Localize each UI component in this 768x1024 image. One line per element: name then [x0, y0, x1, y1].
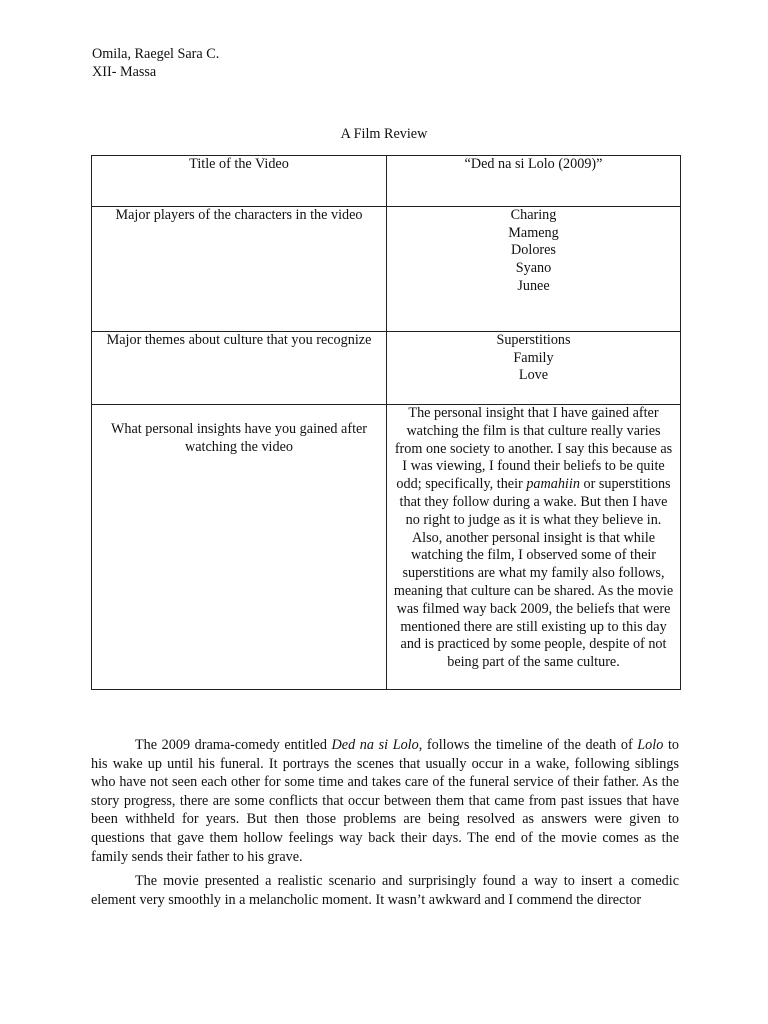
insight-text: The personal insight that I have gained after watching the film is that culture really varies from one society to another. I say this because as I was viewing, I found their beliefs to be quite odd; specifically, their — [394, 405, 673, 493]
character-name: Mameng — [508, 224, 559, 241]
paragraph-text: The 2009 drama-comedy entitled — [135, 737, 332, 753]
document-title: A Film Review — [340, 126, 428, 142]
question-cell: What personal insights have you gained after watching the video — [92, 405, 387, 690]
theme-item: Family — [513, 349, 554, 366]
paragraph-text: to his wake up until his funeral. It portrays the scenes that usually occur in a wake, following siblings who have not seen each other for some time and takes care of the funeral service of their father. As the story progress, there are some conflicts that occur between them that came from past issues that have been withheld for years. But then those problems are being resolved as answers were given to questions that gave them hollow feelings way back their days. The end of the movie comes as the family sends their father to his grave. — [91, 737, 679, 865]
author-section: XII- Massa — [92, 63, 157, 80]
character-name: Junee — [517, 277, 550, 294]
paragraph — [91, 736, 679, 866]
paragraph: The movie presented a realistic scenario and surprisingly found a way to insert a comedic element very smoothly in a melancholic moment. It wasn’t awkward and I commend the director — [91, 873, 679, 908]
author-name: Omila, Raegel Sara C. — [92, 46, 220, 62]
theme-item: Superstitions — [496, 332, 571, 348]
essay-body — [91, 736, 679, 915]
answer-cell: “Ded na si Lolo (2009)” — [387, 156, 681, 207]
table-row — [92, 156, 681, 207]
insight-italic-term: pamahiin — [526, 476, 580, 493]
insight-text: or superstitions that they follow during a wake. But then I have no right to judge as it is what they believe in. Also, another personal insight is that while watching the film, I observed some of their superstitions are what my family also follows, meaning that culture can be shared. As the movie was filmed way back 2009, the beliefs that were mentioned there are still existing up to this day and is practiced by some people, despite of not being part of the same culture. — [393, 476, 674, 671]
character-name: Charing — [510, 207, 557, 223]
answer-cell — [387, 405, 681, 690]
film-title: Ded na si Lolo — [331, 737, 419, 753]
question-cell: Major themes about culture that you recognize — [92, 332, 387, 405]
review-table — [91, 155, 681, 690]
theme-item: Love — [518, 367, 549, 384]
italic-term: Lolo — [637, 737, 664, 753]
character-name: Dolores — [511, 242, 556, 259]
answer-cell — [387, 332, 681, 405]
question-cell: Title of the Video — [92, 156, 387, 207]
table-row — [92, 332, 681, 405]
answer-cell — [387, 207, 681, 332]
table-row — [92, 405, 681, 690]
paragraph-text: , follows the timeline of the death of — [418, 737, 638, 753]
character-name: Syano — [515, 260, 552, 277]
question-cell: Major players of the characters in the video — [92, 207, 387, 332]
table-row — [92, 207, 681, 332]
document-header — [92, 46, 219, 81]
